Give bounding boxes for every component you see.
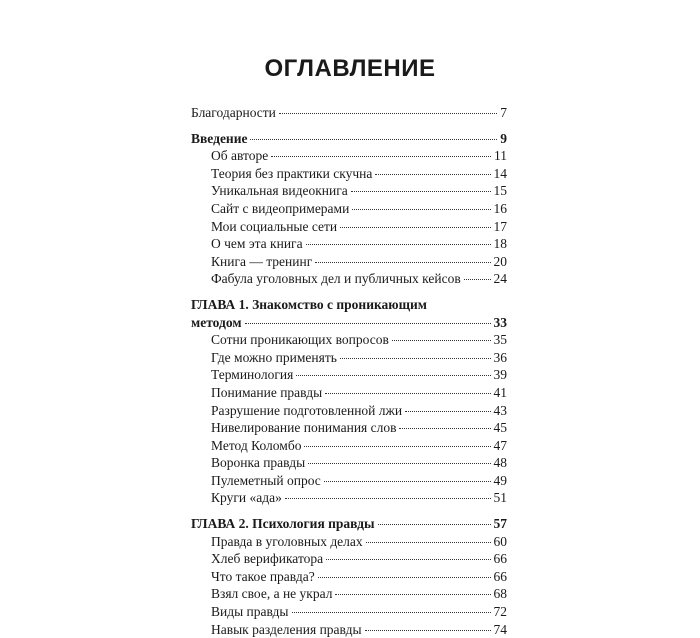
- toc-entry-label: Сотни проникающих вопросов: [211, 332, 389, 348]
- dot-leader: [279, 113, 497, 114]
- toc-entry[interactable]: [191, 218, 507, 236]
- toc-entry-label: Взял свое, а не украл: [211, 586, 333, 602]
- toc-entry[interactable]: [191, 331, 507, 349]
- toc-entry[interactable]: [191, 182, 507, 200]
- toc-entry[interactable]: [191, 585, 507, 603]
- toc-entry[interactable]: [191, 104, 507, 122]
- dot-leader: [399, 428, 490, 429]
- toc-section-introduction: [191, 130, 507, 288]
- dot-leader: [352, 209, 490, 210]
- toc-entry[interactable]: [191, 270, 507, 288]
- toc-entry-page: 11: [494, 148, 507, 164]
- toc-section-chapter-2: [191, 515, 507, 638]
- toc-entry[interactable]: [191, 366, 507, 384]
- toc-entry[interactable]: [191, 603, 507, 621]
- toc-entry-page: 15: [493, 183, 507, 199]
- dot-leader: [296, 375, 490, 376]
- toc-entry-page: 48: [493, 455, 507, 471]
- toc-entry[interactable]: [191, 235, 507, 253]
- dot-leader: [351, 191, 491, 192]
- dot-leader: [306, 244, 491, 245]
- toc-entry-label: Уникальная видеокнига: [211, 183, 348, 199]
- toc-entry-label: Фабула уголовных дел и публичных кейсов: [211, 271, 461, 287]
- dot-leader: [325, 393, 490, 394]
- toc-entry-page: 66: [493, 568, 507, 584]
- toc-entry[interactable]: [191, 384, 507, 402]
- toc-entry[interactable]: [191, 472, 507, 490]
- dot-leader: [335, 594, 490, 595]
- toc-entry-page: 72: [493, 604, 507, 620]
- toc-heading-page: 57: [493, 516, 507, 532]
- toc-entry-page: 7: [500, 105, 507, 120]
- toc-entry-label: Хлеб верификатора: [211, 551, 324, 567]
- toc-entry[interactable]: [191, 489, 507, 507]
- toc-entry-label: Мои социальные сети: [211, 218, 338, 234]
- toc-entry-label: Книга — тренинг: [211, 253, 313, 269]
- toc-heading-label: методом: [191, 314, 242, 330]
- toc-entry-page: 36: [493, 349, 507, 365]
- toc-heading-page: 33: [493, 314, 507, 330]
- dot-leader: [378, 524, 491, 525]
- toc-entry-page: 47: [493, 437, 507, 453]
- dot-leader: [375, 174, 490, 175]
- dot-leader: [405, 411, 490, 412]
- toc-heading-page: 9: [500, 130, 507, 146]
- toc-entry[interactable]: [191, 454, 507, 472]
- toc-entry-label: Что такое правда?: [211, 568, 315, 584]
- dot-leader: [340, 358, 491, 359]
- toc-entry[interactable]: [191, 568, 507, 586]
- toc-entry[interactable]: [191, 533, 507, 551]
- toc-entry-page: 35: [493, 332, 507, 348]
- toc-entry-label: Благодарности: [191, 105, 276, 120]
- toc-entry-label: Виды правды: [211, 604, 289, 620]
- dot-leader: [365, 630, 491, 631]
- toc-heading-label: Введение: [191, 130, 248, 146]
- toc-entry-page: 51: [493, 490, 507, 506]
- toc-entry-page: 49: [493, 472, 507, 488]
- toc-heading[interactable]: [191, 515, 507, 533]
- toc-entry[interactable]: [191, 147, 507, 165]
- dot-leader: [392, 340, 491, 341]
- toc-entry-page: 24: [493, 271, 507, 287]
- toc-entry-page: 60: [493, 533, 507, 549]
- toc-entry-label: Где можно применять: [211, 349, 337, 365]
- toc-entry-label: Разрушение подготовленной лжи: [211, 402, 403, 418]
- dot-leader: [245, 323, 491, 324]
- dot-leader: [324, 481, 491, 482]
- toc-entry[interactable]: [191, 419, 507, 437]
- toc-entry-page: 43: [493, 402, 507, 418]
- toc-entry[interactable]: [191, 402, 507, 420]
- toc-entry-page: 14: [493, 165, 507, 181]
- toc-entry-page: 68: [493, 586, 507, 602]
- toc-entry-label: Об авторе: [211, 148, 269, 164]
- toc-entry[interactable]: [191, 200, 507, 218]
- toc-section-acknowledgements: [191, 104, 507, 122]
- toc-entry[interactable]: [191, 165, 507, 183]
- toc-entry-label: Сайт с видеопримерами: [211, 200, 350, 216]
- toc-entry-label: Воронка правды: [211, 455, 306, 471]
- toc-entry-page: 17: [493, 218, 507, 234]
- toc-entry-label: Навык разделения правды: [211, 621, 362, 637]
- toc-entry-page: 39: [493, 367, 507, 383]
- toc-entry[interactable]: [191, 621, 507, 638]
- toc-heading[interactable]: [191, 314, 507, 332]
- toc-entry[interactable]: [191, 253, 507, 271]
- table-of-contents: [191, 104, 507, 638]
- toc-entry-label: Круги «ада»: [211, 490, 282, 506]
- toc-entry-label: Метод Коломбо: [211, 437, 302, 453]
- toc-entry[interactable]: [191, 437, 507, 455]
- dot-leader: [318, 577, 491, 578]
- toc-entry-label: Нивелирование понимания слов: [211, 420, 397, 436]
- toc-entry-page: 41: [493, 384, 507, 400]
- dot-leader: [366, 542, 491, 543]
- toc-heading-label: ГЛАВА 2. Психология правды: [191, 516, 375, 532]
- dot-leader: [340, 227, 490, 228]
- toc-entry-label: Пулеметный опрос: [211, 472, 321, 488]
- toc-entry-label: Теория без практики скучна: [211, 165, 373, 181]
- dot-leader: [464, 279, 491, 280]
- dot-leader: [271, 156, 491, 157]
- dot-leader: [315, 262, 490, 263]
- toc-section-chapter-1: [191, 296, 507, 507]
- dot-leader: [285, 498, 491, 499]
- page-title: ОГЛАВЛЕНИЕ: [264, 55, 436, 82]
- toc-heading-line1[interactable]: ГЛАВА 1. Знакомство с проникающим: [191, 296, 427, 312]
- toc-entry-label: Терминология: [211, 367, 294, 383]
- dot-leader: [304, 446, 490, 447]
- toc-entry-page: 20: [493, 253, 507, 269]
- toc-entry[interactable]: [191, 349, 507, 367]
- toc-heading[interactable]: [191, 130, 507, 148]
- dot-leader: [326, 559, 490, 560]
- toc-entry-label: Понимание правды: [211, 384, 323, 400]
- toc-entry-label: О чем эта книга: [211, 236, 303, 252]
- dot-leader: [250, 139, 497, 140]
- dot-leader: [308, 463, 490, 464]
- toc-entry-page: 16: [493, 200, 507, 216]
- toc-entry-page: 45: [493, 420, 507, 436]
- toc-entry-page: 66: [493, 551, 507, 567]
- toc-entry-page: 74: [493, 621, 507, 637]
- toc-entry[interactable]: [191, 550, 507, 568]
- dot-leader: [292, 612, 491, 613]
- toc-entry-label: Правда в уголовных делах: [211, 533, 363, 549]
- toc-entry-page: 18: [493, 236, 507, 252]
